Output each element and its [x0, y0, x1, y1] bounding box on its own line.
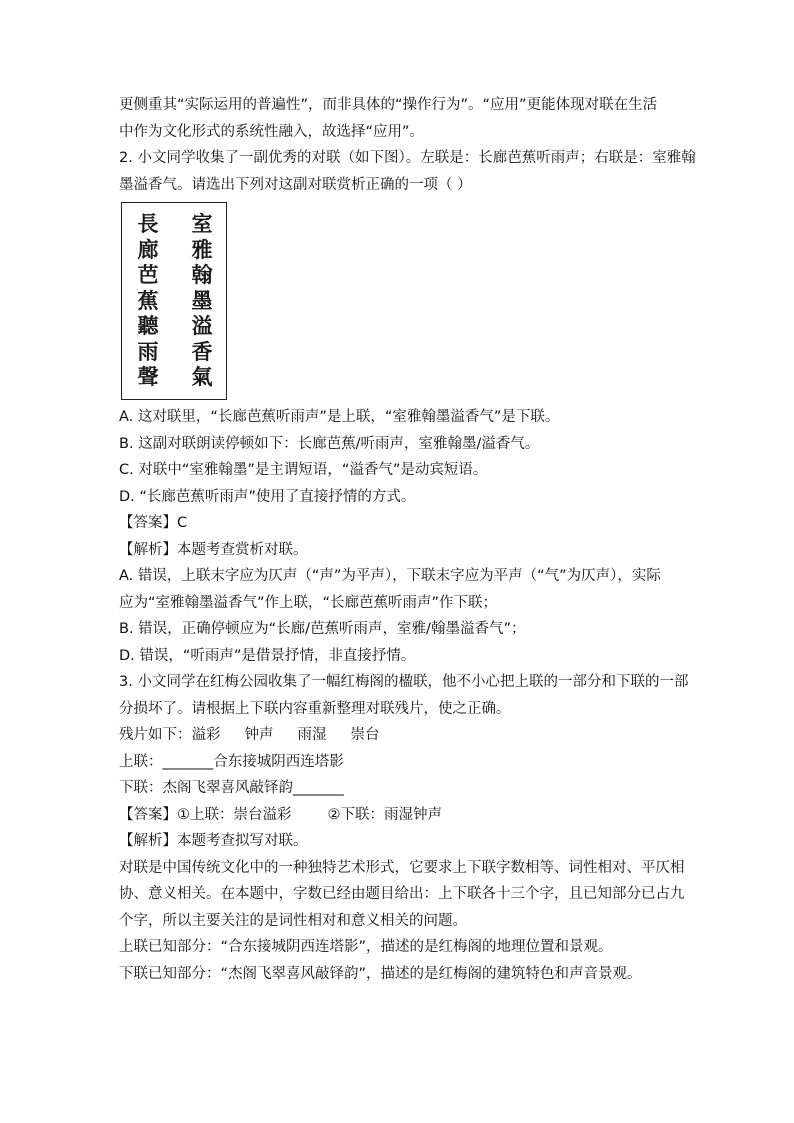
couplet-char: 室: [191, 211, 213, 236]
couplet-char: 氣: [191, 364, 213, 389]
couplet-char: 雅: [191, 236, 213, 262]
fragment: 崇台: [350, 727, 380, 743]
fragment: 溢彩: [191, 727, 221, 743]
couplet-char: 芭: [137, 262, 159, 287]
option-a: A. 这对联里，“长廊芭蕉听雨声”是上联，“室雅翰墨溢香气”是下联。: [119, 409, 560, 425]
option-b: B. 这副对联朗读停顿如下：长廊芭蕉/听雨声，室雅翰墨/溢香气。: [119, 435, 540, 452]
couplet-right-column: [188, 211, 216, 390]
answer-label: 【答案】: [119, 806, 177, 823]
analysis-line: 下联已知部分：“杰阁飞翠喜风敲铎韵”，描述的是红梅阁的建筑特色和声音景观。: [119, 965, 642, 982]
fragments-line: [119, 722, 679, 749]
couplet-char: 聽: [137, 313, 159, 338]
question-3-stem: 3. 小文同学在红梅公园收集了一幅红梅阁的楹联，他不小心把上联的一部分和下联的一部: [119, 674, 689, 690]
analysis-line: 【解析】本题考查拟写对联。: [119, 833, 308, 849]
couplet-char: 墨: [191, 287, 213, 313]
upper-couplet-line: 上联：_______合东接城阴西连塔影: [119, 753, 344, 770]
couplet-left-column: [134, 211, 162, 390]
option-d: D. “长廊芭蕉听雨声”使用了直接抒情的方式。: [119, 488, 416, 505]
couplet-char: 廊: [137, 236, 159, 262]
intro-line: 中作为文化形式的系统性融入，故选择“应用”。: [119, 123, 425, 140]
couplet-image: [121, 202, 227, 400]
couplet-char: 雨: [137, 338, 159, 364]
question-2-stem: 2. 小文同学收集了一副优秀的对联（如下图）。左联是：长廊芭蕉听雨声；右联是：室雅翰: [119, 150, 696, 166]
answer-upper: ①上联：崇台溢彩: [177, 806, 292, 823]
analysis-line: 协、意义相关。在本题中，字数已经由题目给出：上下联各十三个字，且已知部分已占九: [119, 886, 685, 902]
couplet-char: 聲: [137, 364, 159, 389]
intro-line: 更侧重其“实际运用的普遍性”，而非具体的“操作行为”。“应用”更能体现对联在生活: [119, 97, 658, 113]
analysis-line: A. 错误，上联末字应为仄声（“声”为平声），下联末字应为平声（“气”为仄声），实际: [119, 568, 661, 584]
analysis-line: B. 错误，正确停顿应为“长廊/芭蕉听雨声，室雅/翰墨溢香气”；: [119, 621, 526, 637]
answer-lower: ②下联：雨湿钟声: [327, 806, 442, 823]
couplet-char: 長: [137, 211, 159, 236]
fragment: 钟声: [244, 727, 274, 743]
answer-line: [119, 802, 679, 829]
fragment: 雨湿: [297, 727, 327, 743]
option-c: C. 对联中“室雅翰墨”是主谓短语，“溢香气”是动宾短语。: [119, 462, 488, 478]
analysis-line: 应为“室雅翰墨溢香气”作上联，“长廊芭蕉听雨声”作下联；: [119, 594, 498, 611]
couplet-char: 香: [191, 338, 213, 364]
couplet-char: 翰: [191, 262, 213, 287]
analysis-line: D. 错误，“听雨声”是借景抒情，非直接抒情。: [119, 647, 416, 664]
question-2-stem: 墨溢香气。请选出下列对这副对联赏析正确的一项（ ）: [119, 176, 472, 193]
couplet-char: 溢: [191, 313, 213, 338]
fragments-label: 残片如下：: [119, 727, 192, 743]
lower-couplet-line: 下联：杰阁飞翠喜风敲铎韵_______: [119, 780, 344, 796]
question-3-stem: 分损坏了。请根据上下联内容重新整理对联残片，使之正确。: [119, 700, 511, 717]
document-body: [119, 92, 696, 987]
answer-line: 【答案】C: [119, 515, 188, 531]
analysis-line: 对联是中国传统文化中的一种独特艺术形式，它要求上下联字数相等、词性相对、平仄相: [119, 859, 685, 876]
couplet-char: 蕉: [137, 287, 159, 313]
analysis-line: 个字，所以主要关注的是词性相对和意义相关的问题。: [119, 912, 467, 929]
analysis-line: 【解析】本题考查赏析对联。: [119, 541, 308, 558]
analysis-line: 上联已知部分：“合东接城阴西连塔影”，描述的是红梅阁的地理位置和景观。: [119, 939, 613, 955]
